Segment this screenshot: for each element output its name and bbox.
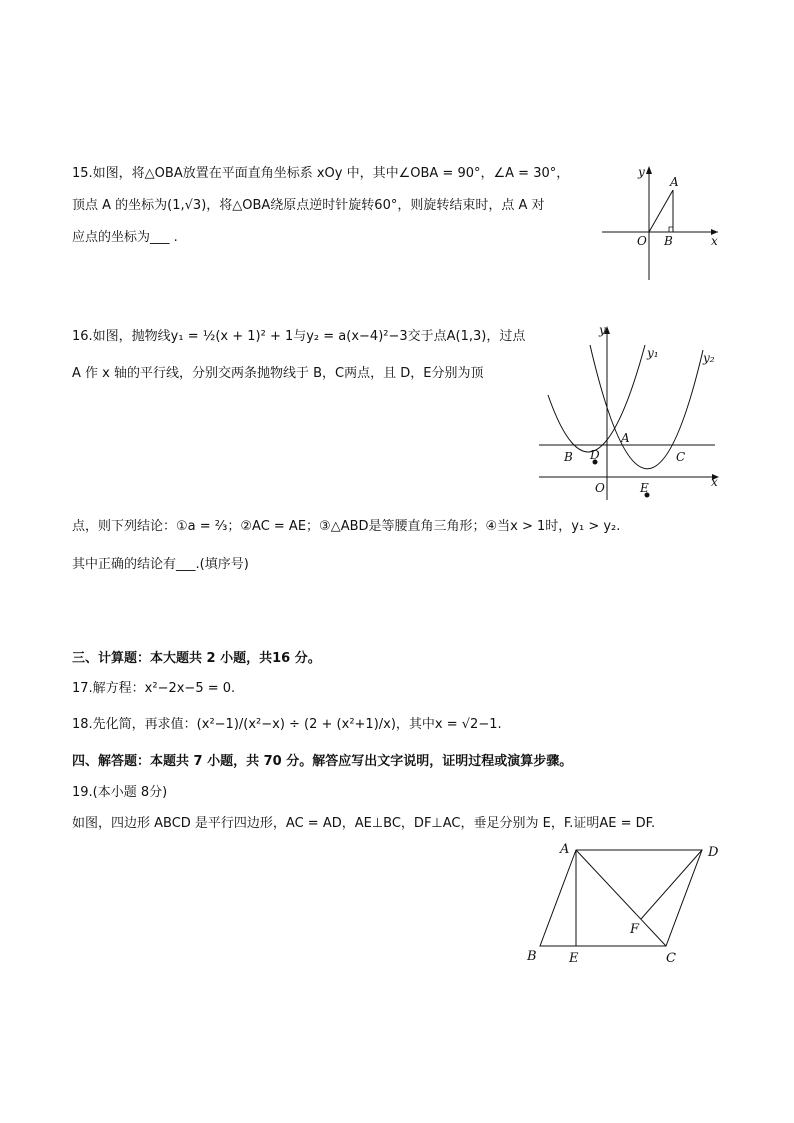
q15-label-x: x xyxy=(711,234,718,248)
q16-label-D: D xyxy=(590,448,600,462)
q18-text: 18.先化简，再求值：(x²−1)/(x²−x) ÷ (2 + (x²+1)/x)，其中x = √2−1. xyxy=(72,717,502,732)
q19-figure xyxy=(520,838,730,970)
q15-line-3: 应点的坐标为___ . xyxy=(72,230,178,245)
q16-label-O: O xyxy=(595,481,605,495)
section3-title: 三、计算题：本大题共 2 小题，共16 分。 xyxy=(72,651,321,666)
q15-label-y: y xyxy=(638,165,645,179)
q19-label-F: F xyxy=(630,922,640,937)
q16-line-1: 16.如图，抛物线y₁ = ½(x + 1)² + 1与y₂ = a(x−4)²−3交于点A(1,3)，过点 xyxy=(72,329,526,344)
q15-figure xyxy=(598,160,728,285)
q15-label-O: O xyxy=(637,234,647,248)
q16-label-A: A xyxy=(621,431,630,445)
q17-text: 17.解方程：x²−2x−5 = 0. xyxy=(72,681,236,696)
q15-line-2: 顶点 A 的坐标为(1,√3)，将△OBA绕原点逆时针旋转60°，则旋转结束时，点 A 对 xyxy=(72,198,545,213)
q16-label-x: x xyxy=(711,475,718,489)
q16-figure xyxy=(535,320,725,502)
section4-title: 四、解答题：本题共 7 小题，共 70 分。解答应写出文字说明，证明过程或演算步骤。 xyxy=(72,754,573,769)
q16-label-y1: y₁ xyxy=(647,346,659,360)
q16-line-4: 其中正确的结论有___.(填序号) xyxy=(72,557,249,572)
q16-label-B: B xyxy=(564,450,573,464)
q19-header: 19.(本小题 8分) xyxy=(72,785,168,800)
q16-label-y: y xyxy=(599,323,606,337)
q16-label-C: C xyxy=(676,450,686,464)
q16-line-3: 点，则下列结论：①a = ⅔；②AC = AE；③△ABD是等腰直角三角形；④当x > 1时，y₁ > y₂. xyxy=(72,519,621,534)
q19-label-A: A xyxy=(560,842,570,857)
q19-label-B: B xyxy=(527,949,537,964)
q19-label-D: D xyxy=(708,845,719,860)
q16-line-2: A 作 x 轴的平行线，分别交两条抛物线于 B，C两点，且 D，E分别为顶 xyxy=(72,366,484,381)
q19-label-E: E xyxy=(569,951,579,966)
q16-label-y2: y₂ xyxy=(703,351,715,365)
q19-label-C: C xyxy=(666,951,676,966)
q19-text: 如图，四边形 ABCD 是平行四边形，AC = AD，AE⊥BC，DF⊥AC，垂足分别为 E，F.证明AE = DF. xyxy=(72,816,656,831)
q15-label-B: B xyxy=(664,234,673,248)
q15-label-A: A xyxy=(670,175,679,189)
q16-label-E: E xyxy=(640,481,649,495)
q15-line-1: 15.如图，将△OBA放置在平面直角坐标系 xOy 中，其中∠OBA = 90°，∠A = 30°， xyxy=(72,166,570,181)
